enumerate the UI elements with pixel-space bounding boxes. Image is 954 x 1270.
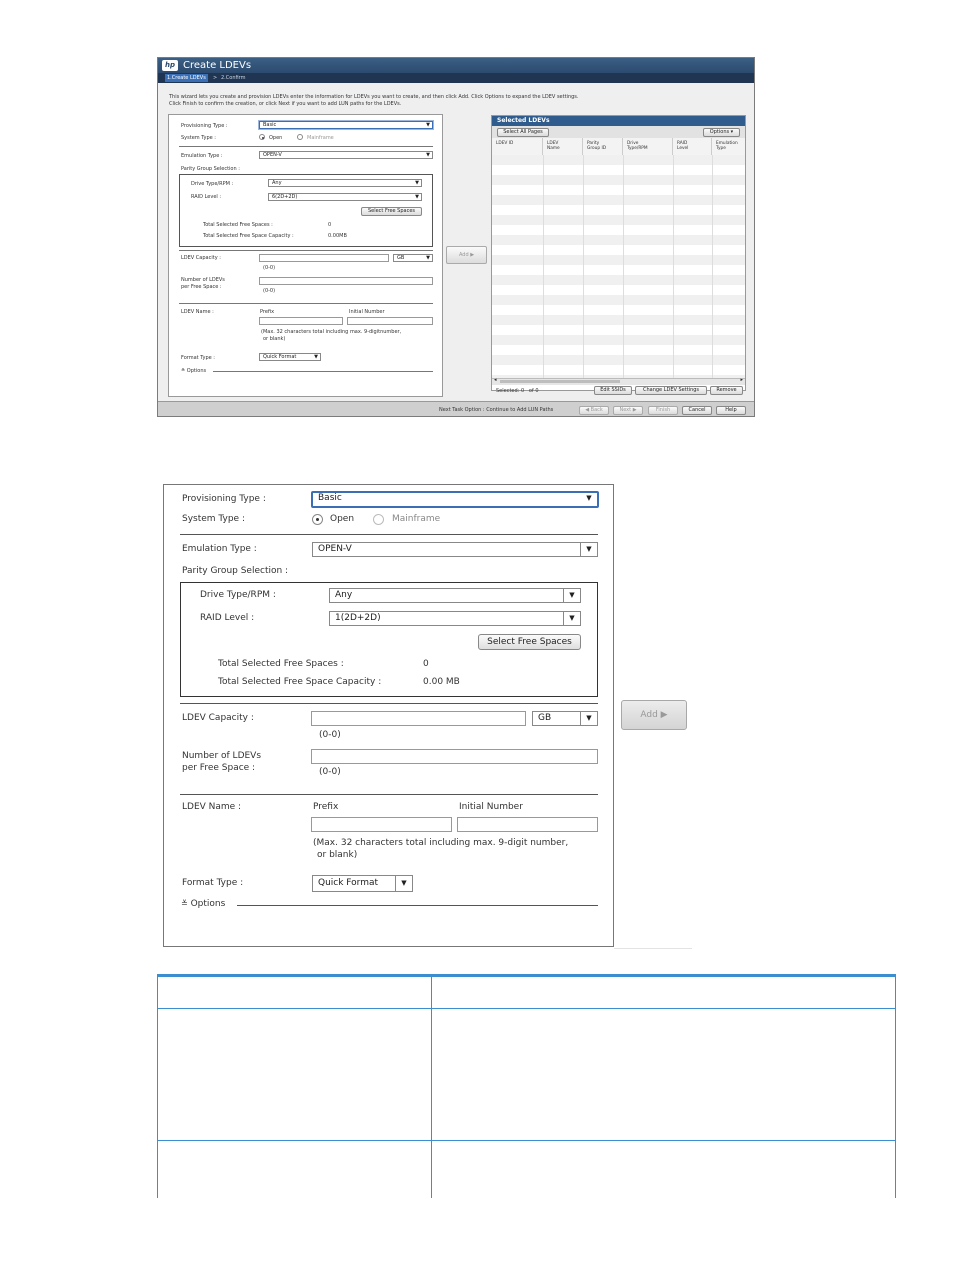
chevron-down-icon: ▼ <box>426 122 430 128</box>
wizard-footer <box>158 401 755 417</box>
num-ldevs-range: (0-0) <box>263 288 276 294</box>
instruction-line-2: Click Finish to confirm the creation, or click Next if you want to add LUN paths for the LDEVs. <box>169 100 402 107</box>
parity-group-label: Parity Group Selection : <box>182 566 289 576</box>
double-chevron-down-icon: ≚ <box>181 368 186 374</box>
chevron-down-icon: ▼ <box>314 354 318 360</box>
table-row <box>492 165 745 175</box>
scroll-right-icon[interactable]: ▸ <box>740 377 743 383</box>
options-toggle[interactable]: ≚ Options <box>181 368 207 374</box>
divider <box>614 948 692 949</box>
emulation-type-label: Emulation Type : <box>181 153 223 159</box>
ldev-capacity-input[interactable] <box>311 711 526 726</box>
capacity-unit-select[interactable]: GB ▼ <box>532 711 598 726</box>
options-button[interactable]: Options ▾ <box>703 128 740 137</box>
table-row <box>492 235 745 245</box>
col-ldev-id[interactable]: LDEV ID <box>492 138 543 155</box>
num-ldevs-input[interactable] <box>311 749 598 764</box>
description-table <box>157 974 896 1198</box>
table-row <box>492 215 745 225</box>
chevron-down-icon: ▼ <box>580 712 597 725</box>
chevron-down-icon: ▼ <box>426 152 430 158</box>
system-type-open-radio[interactable] <box>259 134 265 140</box>
window-title: Create LDEVs <box>183 60 252 71</box>
emulation-type-select[interactable]: OPEN-V ▼ <box>312 542 598 557</box>
prefix-label: Prefix <box>260 309 275 315</box>
table-row <box>492 295 745 305</box>
window-titlebar <box>158 58 755 73</box>
table-row <box>492 275 745 285</box>
table-row <box>158 1009 896 1141</box>
initial-number-input[interactable] <box>347 317 433 325</box>
raid-level-select[interactable]: 1(2D+2D) ▼ <box>329 611 581 626</box>
divider <box>179 303 433 304</box>
capacity-unit-select[interactable]: GB ▼ <box>393 254 433 262</box>
provisioning-type-select[interactable]: Basic ▼ <box>259 121 433 129</box>
table-row <box>492 345 745 355</box>
finish-button[interactable]: Finish <box>648 406 678 415</box>
table-row <box>492 205 745 215</box>
name-hint-2: or blank) <box>263 336 286 342</box>
parity-group-label: Parity Group Selection : <box>181 166 240 172</box>
next-button[interactable]: Next ▶ <box>613 406 643 415</box>
ldev-name-label: LDEV Name : <box>181 309 214 315</box>
format-type-label: Format Type : <box>181 355 215 361</box>
selected-ldevs-panel <box>491 115 746 391</box>
provisioning-type-label: Provisioning Type : <box>182 494 266 504</box>
table-row <box>492 265 745 275</box>
double-chevron-down-icon: ≚ <box>181 899 188 908</box>
selected-ldevs-title: Selected LDEVs <box>492 116 745 126</box>
table-row <box>492 255 745 265</box>
hp-logo: hp <box>162 60 178 71</box>
select-free-spaces-button[interactable]: Select Free Spaces <box>361 207 422 216</box>
table-row <box>492 305 745 315</box>
system-type-mainframe-label: Mainframe <box>307 135 334 141</box>
system-type-mainframe-radio[interactable] <box>297 134 303 140</box>
num-ldevs-range: (0-0) <box>319 767 341 777</box>
parity-group-box <box>179 174 433 247</box>
format-type-select[interactable]: Quick Format ▼ <box>312 875 413 892</box>
total-free-spaces-value: 0 <box>423 659 429 669</box>
selected-ldevs-toolbar <box>492 126 745 138</box>
selected-count-text: Selected: 0 of 0 <box>496 388 539 394</box>
table-row <box>492 225 745 235</box>
drive-type-label: Drive Type/RPM : <box>191 181 234 187</box>
table-row <box>492 155 745 165</box>
instruction-line-1: This wizard lets you create and provision LDEVs enter the information for LDEVs you want to create, and then click Add. Click Options to expand the LDEV settings. <box>169 94 579 100</box>
prefix-input[interactable] <box>259 317 343 325</box>
table-row <box>158 1141 896 1199</box>
total-free-spaces-value: 0 <box>328 222 332 228</box>
drive-type-select[interactable]: Any ▼ <box>329 588 581 603</box>
chevron-down-icon: ▼ <box>415 180 419 186</box>
ldev-capacity-label: LDEV Capacity : <box>181 255 221 261</box>
table-header-cell <box>432 976 896 1009</box>
num-ldevs-label-2: per Free Space : <box>181 284 222 290</box>
ldev-settings-panel <box>168 114 443 397</box>
change-ldev-settings-button[interactable]: Change LDEV Settings <box>635 386 707 395</box>
divider <box>180 534 598 535</box>
divider <box>179 250 433 251</box>
col-parity-group[interactable]: Parity Group ID <box>583 138 623 155</box>
chevron-down-icon: ▼ <box>563 589 580 602</box>
table-row <box>492 325 745 335</box>
total-capacity-label: Total Selected Free Space Capacity : <box>203 233 294 239</box>
raid-level-label: RAID Level : <box>191 194 222 200</box>
help-button[interactable]: Help <box>716 406 746 415</box>
system-type-label: System Type : <box>182 514 245 524</box>
table-row <box>492 195 745 205</box>
select-all-pages-button[interactable]: Select All Pages <box>497 128 549 137</box>
total-capacity-label: Total Selected Free Space Capacity : <box>218 677 382 687</box>
table-row <box>492 285 745 295</box>
next-task-label: Next Task Option : Continue to Add LUN Paths <box>439 407 554 413</box>
table-row <box>492 245 745 255</box>
num-ldevs-label-1: Number of LDEVs <box>181 277 225 283</box>
table-row <box>492 365 745 375</box>
format-type-select[interactable]: Quick Format ▼ <box>259 353 321 361</box>
back-button[interactable]: ◀ Back <box>579 406 609 415</box>
step-create-ldevs[interactable]: 1.Create LDEVs <box>167 75 206 81</box>
col-ldev-name[interactable]: LDEV Name <box>543 138 583 155</box>
table-header-cell <box>158 976 432 1009</box>
col-emulation-type[interactable]: Emulation Type <box>712 138 745 155</box>
add-button[interactable]: Add ▶ <box>446 246 487 264</box>
table-row <box>492 355 745 365</box>
horizontal-scrollbar[interactable] <box>492 378 745 385</box>
ldev-settings-panel-zoomed <box>163 484 614 947</box>
step-confirm[interactable]: 2.Confirm <box>221 75 246 81</box>
name-hint-2: or blank) <box>317 850 358 860</box>
chevron-down-icon: ▼ <box>426 255 430 261</box>
create-ldevs-window-screenshot <box>157 57 755 417</box>
table-cell <box>432 1009 896 1141</box>
col-raid-level[interactable]: RAID Level <box>673 138 712 155</box>
divider <box>180 703 598 704</box>
parity-group-box <box>180 582 598 697</box>
capacity-range: (0-0) <box>319 730 341 740</box>
prefix-label: Prefix <box>313 802 339 812</box>
divider <box>179 146 433 147</box>
ldev-capacity-label: LDEV Capacity : <box>182 713 254 723</box>
initial-number-label: Initial Number <box>349 309 385 315</box>
system-type-open-radio[interactable] <box>312 514 323 525</box>
total-capacity-value: 0.00MB <box>328 233 347 239</box>
num-ldevs-label-1: Number of LDEVs <box>182 751 262 761</box>
select-free-spaces-button[interactable]: Select Free Spaces <box>478 634 581 650</box>
table-row <box>492 185 745 195</box>
name-hint-1: (Max. 32 characters total including max. 9-digitnumber, <box>261 329 402 335</box>
options-toggle[interactable]: ≚ Options <box>181 899 226 909</box>
format-type-label: Format Type : <box>182 878 244 888</box>
emulation-type-select[interactable]: OPEN-V ▼ <box>259 151 433 159</box>
num-ldevs-input[interactable] <box>259 277 433 285</box>
name-hint-1: (Max. 32 characters total including max. 9-digit number, <box>313 838 569 848</box>
wizard-steps <box>158 73 755 83</box>
system-type-open-label: Open <box>269 135 283 141</box>
scrollbar-thumb[interactable] <box>500 380 620 383</box>
initial-number-label: Initial Number <box>459 802 523 812</box>
edit-ssids-button[interactable]: Edit SSIDs <box>594 386 632 395</box>
divider <box>213 371 433 372</box>
chevron-down-icon: ▼ <box>563 612 580 625</box>
total-capacity-value: 0.00 MB <box>423 677 460 687</box>
raid-level-select[interactable]: 6(2D+2D) ▼ <box>268 193 422 201</box>
table-cell <box>158 1009 432 1141</box>
chevron-down-icon: ▼ <box>586 494 592 502</box>
initial-number-input[interactable] <box>457 817 598 832</box>
ldev-capacity-input[interactable] <box>259 254 389 262</box>
total-free-spaces-label: Total Selected Free Spaces : <box>218 659 344 669</box>
scroll-left-icon[interactable]: ◂ <box>494 377 497 383</box>
raid-level-label: RAID Level : <box>200 613 255 623</box>
table-row <box>492 175 745 185</box>
selected-ldevs-footer <box>491 385 746 397</box>
wizard-instructions <box>169 94 689 107</box>
col-drive-type[interactable]: Drive Type/RPM <box>623 138 673 155</box>
divider <box>237 905 598 906</box>
chevron-down-icon: ▼ <box>395 876 412 891</box>
provisioning-type-label: Provisioning Type : <box>181 123 228 129</box>
table-cell <box>432 1141 896 1199</box>
selected-ldevs-table <box>492 138 745 378</box>
system-type-label: System Type : <box>181 135 216 141</box>
cancel-button[interactable]: Cancel <box>682 406 712 415</box>
total-free-spaces-label: Total Selected Free Spaces : <box>203 222 273 228</box>
drive-type-label: Drive Type/RPM : <box>200 590 276 600</box>
ldev-name-label: LDEV Name : <box>182 802 242 812</box>
system-type-mainframe-label: Mainframe <box>392 514 441 524</box>
drive-type-select[interactable]: Any ▼ <box>268 179 422 187</box>
chevron-down-icon: ▼ <box>415 194 419 200</box>
system-type-open-label: Open <box>330 514 355 524</box>
divider <box>180 794 598 795</box>
prefix-input[interactable] <box>311 817 452 832</box>
emulation-type-label: Emulation Type : <box>182 544 257 554</box>
num-ldevs-label-2: per Free Space : <box>182 763 256 773</box>
remove-button[interactable]: Remove <box>710 386 743 395</box>
system-type-mainframe-radio[interactable] <box>373 514 384 525</box>
capacity-range: (0-0) <box>263 265 276 271</box>
table-cell <box>158 1141 432 1199</box>
table-row <box>492 335 745 345</box>
provisioning-type-select[interactable]: Basic ▼ <box>311 491 599 508</box>
table-row <box>492 315 745 325</box>
chevron-down-icon: ▼ <box>580 543 597 556</box>
step-separator: > <box>213 75 218 81</box>
add-button[interactable]: Add ▶ <box>621 700 687 730</box>
